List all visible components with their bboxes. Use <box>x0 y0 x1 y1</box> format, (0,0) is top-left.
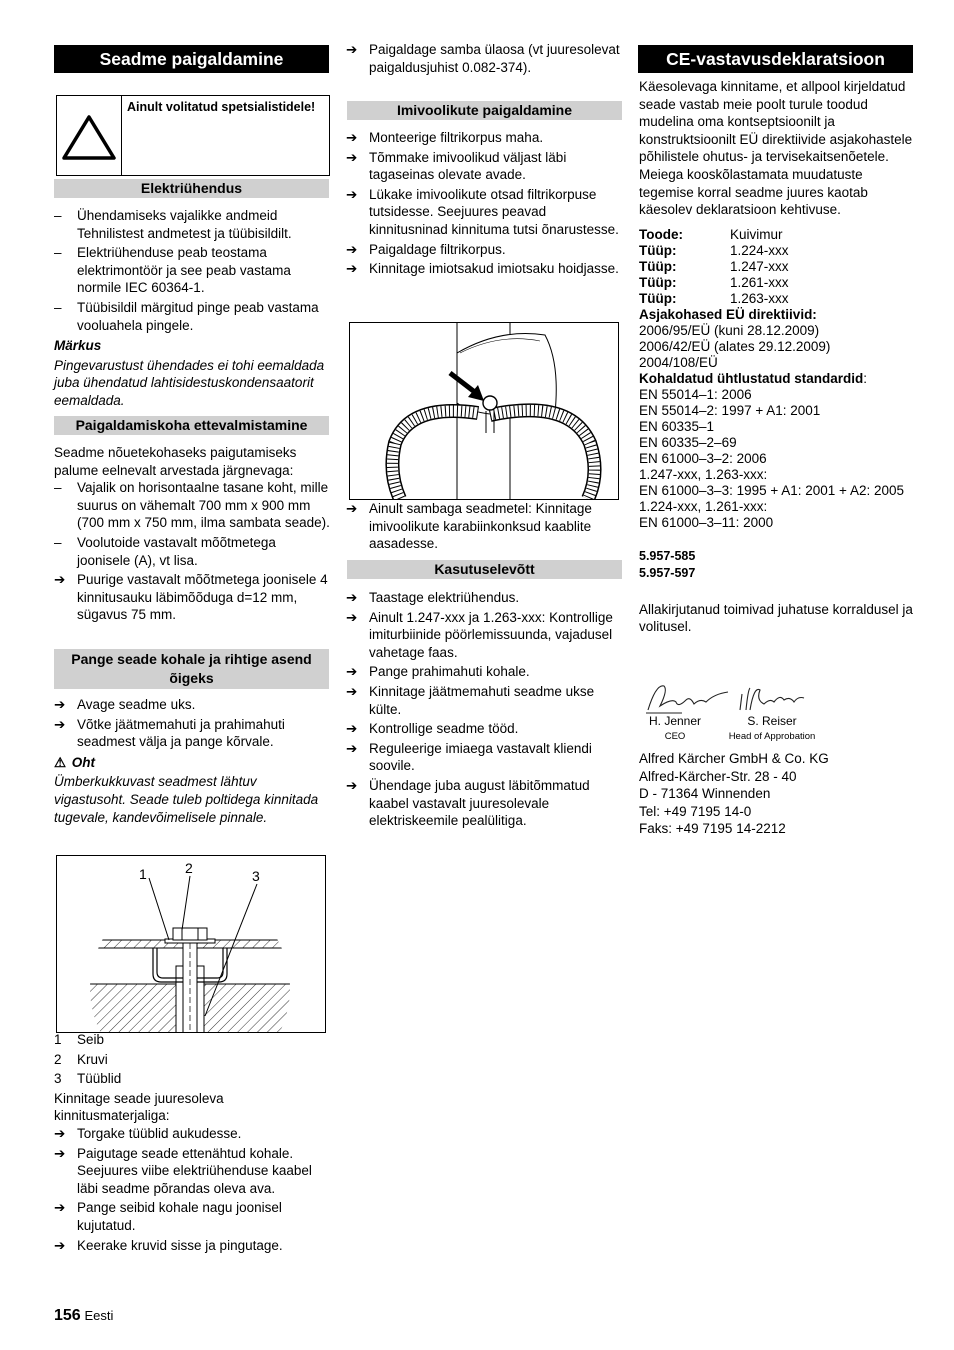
list-item: ➔ Taastage elektriühendus. <box>346 590 520 605</box>
language-label: Eesti <box>84 1308 114 1323</box>
list-item: ➔ Ühendage juba august läbitõmmatud kaabel vastavalt juuresolevale elektriskeemile pealülitiga. <box>346 777 590 829</box>
section-title-installation: Seadme paigaldamine <box>54 45 329 73</box>
arrow-icon: ➔ <box>346 241 358 257</box>
arrow-icon: ➔ <box>346 501 358 516</box>
arrow-icon: ➔ <box>346 590 358 605</box>
directive: 2004/108/EÜ <box>639 354 718 370</box>
list-item: ➔ Paigutage seade ettenähtud kohale. Seejuures viibe elektriühenduse kaabel läbi seadme põrandas oleva ava. <box>54 1145 312 1196</box>
directive: 2006/42/EÜ (alates 29.12.2009) <box>639 338 831 354</box>
heading-site-preparation: Paigaldamiskoha ettevalmistamine <box>54 416 329 435</box>
declaration-intro: Käesolevaga kinnitame, et allpool kirjeldatud seade vastab meie poolt turule toodud mudelina oma kontseptsioonilt ja konstruktsioonilt EÜ direktiivide asjakohastele põhilistele ohutus- ja tervisekaitsenõetele. Meiega kooskõlastamata muudatuste tegemise korral seadme juures kaotab käesolev deklaratsioon kehtivuse. <box>639 79 913 218</box>
warning-triangle-icon: ⚠ <box>54 754 67 770</box>
arrow-icon: ➔ <box>346 130 358 145</box>
list-item: ➔ Torgake tüüblid aukudesse. <box>54 1125 242 1141</box>
arrow-icon: ➔ <box>346 740 358 756</box>
warning-text: Ainult volitatud spetsialistidele! <box>127 100 316 114</box>
product-row: Tüüp: 1.247-xxx <box>639 258 789 274</box>
section-title-declaration: CE-vastavusdeklaratsioon <box>638 45 913 73</box>
signers-intro: Allakirjutanud toimivad juhatuse korraldusel ja volitusel. <box>639 601 913 635</box>
list-item: ➔ Tõmmake imivoolikud väljast läbi tagaseinas olevate avade. <box>346 149 567 183</box>
part-code: 5.957-597 <box>639 565 696 580</box>
warning-triangle-icon <box>57 96 122 175</box>
list-item: – Tüübisildil märgitud pinge peab vastama vooluahela pingele. <box>54 299 319 333</box>
list-item: ➔ Puurige vastavalt mõõtmetega joonisele 4 kinnitusauku läbimõõduga d=12 mm, sügavus 75 mm. <box>54 572 328 623</box>
list-item: – Vajalik on horisontaalne tasane koht, mille suurus on vähemalt 700 mm x 900 mm (700 mm x 750 mm, ilma sambata seade). <box>54 480 330 531</box>
arrow-icon: ➔ <box>54 1237 66 1253</box>
standard: EN 61000–3–11: 2000 <box>639 514 774 530</box>
address-line: Tel: +49 7195 14-0 <box>639 803 752 819</box>
legend-item: 2 Kruvi <box>54 1051 108 1067</box>
address-line: Alfred Kärcher GmbH & Co. KG <box>639 751 829 766</box>
arrow-icon: ➔ <box>346 149 358 165</box>
hose-figure <box>349 322 619 500</box>
standard: 1.247-xxx, 1.263-xxx: <box>639 466 768 482</box>
arrow-icon: ➔ <box>54 1145 66 1161</box>
list-item: ➔ Pange seibid kohale nagu joonisel kujutatud. <box>54 1200 282 1233</box>
part-code: 5.957-585 <box>639 548 696 563</box>
arrow-icon: ➔ <box>54 572 66 588</box>
product-row: Toode: Kuivimur <box>639 226 783 242</box>
address-line: Faks: +49 7195 14-2212 <box>639 821 786 837</box>
signer-jenner: H. Jenner CEO <box>648 714 702 742</box>
product-row: Tüüp: 1.224-xxx <box>639 242 789 258</box>
arrow-icon: ➔ <box>346 683 358 699</box>
directive: 2006/95/EÜ (kuni 28.12.2009) <box>639 322 820 338</box>
list-item: ➔ Keerake kruvid sisse ja pingutage. <box>54 1237 283 1253</box>
signature-jenner <box>642 680 732 716</box>
legend-item: 3 Tüüblid <box>54 1071 122 1087</box>
address-line: Alfred-Kärcher-Str. 28 - 40 <box>639 768 797 784</box>
address-line: D - 71364 Winnenden <box>639 786 771 802</box>
list-item: ➔ Avage seadme uks. <box>54 697 196 712</box>
page-footer <box>54 1307 254 1325</box>
standards-label: Kohaldatud ühtlustatud standardid: <box>639 370 868 386</box>
list-item: ➔ Paigaldage filtrikorpus. <box>346 241 506 257</box>
note-text: Pingevarustust ühendades ei tohi eemaldada juba ühendatud lahtisidestuskondensaatorit eemaldada. <box>54 357 325 408</box>
heading-commissioning: Kasutuselevõtt <box>347 560 622 579</box>
list-item: ➔ Ainult sambaga seadmetel: Kinnitage imivoolikute karabiinkonksud kaablite aasadesse. <box>346 501 592 552</box>
directives-label: Asjakohased EÜ direktiivid: <box>639 306 817 322</box>
list-item: ➔ Monteerige filtrikorpus maha. <box>346 130 544 145</box>
list-item: ➔ Lükake imivoolikute otsad filtrikorpuse tutsidesse. Seejuures peavad kinnitusninad kinnituma tutsi õnarustesse. <box>346 186 619 237</box>
list-item: – Ühendamiseks vajalikke andmeid Tehnilistest andmetest ja tüübisildilt. <box>54 208 292 241</box>
mounting-figure <box>56 855 326 1033</box>
list-item: ➔ Kinnitage jäätmemahuti seadme ukse külte. <box>346 683 595 717</box>
warning-box <box>56 95 330 176</box>
arrow-icon: ➔ <box>346 609 358 625</box>
list-item: ➔ Reguleerige imiaega vastavalt kliendi soovile. <box>346 740 592 774</box>
standard: EN 61000–3–2: 2006 <box>639 450 767 466</box>
figure-label-1: 1 <box>139 866 147 882</box>
signature-reiser <box>736 682 806 714</box>
arrow-icon: ➔ <box>346 186 358 202</box>
heading-electrical: Elektriühendus <box>54 179 329 198</box>
list-item: – Elektriühenduse peab teostama elektrimontöör ja see peab vastama normile IEC 60364-1. <box>54 245 291 296</box>
arrow-icon: ➔ <box>54 1200 66 1216</box>
heading-position-device: Pange seade kohale ja rihtige asend õigeks <box>54 649 329 689</box>
product-row: Tüüp: 1.261-xxx <box>639 274 789 290</box>
arrow-icon: ➔ <box>54 1125 66 1141</box>
list-item: ➔ Paigaldage samba ülaosa (vt juuresolevat paigaldusjuhist 0.082-374). <box>346 42 620 75</box>
list-item: ➔ Võtke jäätmemahuti ja prahimahuti seadmest välja ja pange kõrvale. <box>54 716 285 750</box>
danger-label: ⚠ Oht <box>54 754 96 770</box>
signer-reiser: S. Reiser Head of Approbation <box>728 714 816 742</box>
standard: 1.224-xxx, 1.261-xxx: <box>639 498 768 514</box>
arrow-icon: ➔ <box>346 664 358 680</box>
arrow-icon: ➔ <box>54 697 66 712</box>
standard: EN 55014–2: 1997 + A1: 2001 <box>639 402 821 418</box>
list-item: ➔ Ainult 1.247-xxx ja 1.263-xxx: Kontrollige imiturbiinide pöörlemissuunda, vajadusel vahetage faas. <box>346 609 613 660</box>
figure-label-2: 2 <box>185 860 193 876</box>
fixing-intro: Kinnitage seade juuresoleva kinnitusmaterjaliga: <box>54 1090 224 1124</box>
preparation-intro: Seadme nõuetekohaseks paigutamiseks palume eelnevalt arvestada järgnevaga: <box>54 445 297 478</box>
arrow-icon: ➔ <box>54 716 66 732</box>
list-item: ➔ Kinnitage imiotsakud imiotsaku hoidjasse. <box>346 261 619 277</box>
arrow-icon: ➔ <box>346 261 358 277</box>
product-row: Tüüp: 1.263-xxx <box>639 290 789 306</box>
note-label: Märkus <box>54 338 102 354</box>
arrow-icon: ➔ <box>346 721 358 737</box>
heading-hoses: Imivoolikute paigaldamine <box>347 101 622 120</box>
standard: EN 60335–2–69 <box>639 434 737 450</box>
list-item: – Voolutoide vastavalt mõõtmetega joonisele (A), vt lisa. <box>54 534 276 568</box>
standard: EN 55014–1: 2006 <box>639 386 752 402</box>
arrow-icon: ➔ <box>346 42 358 57</box>
figure-label-3: 3 <box>252 868 260 884</box>
standard: EN 61000–3–3: 1995 + A1: 2001 + A2: 2005 <box>639 482 904 498</box>
arrow-icon: ➔ <box>346 777 358 793</box>
list-item: ➔ Pange prahimahuti kohale. <box>346 664 530 680</box>
page-number: 156 <box>54 1307 81 1324</box>
legend-item: 1 Seib <box>54 1032 105 1047</box>
list-item: ➔ Kontrollige seadme tööd. <box>346 721 519 737</box>
standard: EN 60335–1 <box>639 418 715 434</box>
danger-text: Ümberkukkuvast seadmest lähtuv vigastusoht. Seade tuleb poltidega kinnitada tugevale, kandevõimelisele pinnale. <box>54 774 319 825</box>
